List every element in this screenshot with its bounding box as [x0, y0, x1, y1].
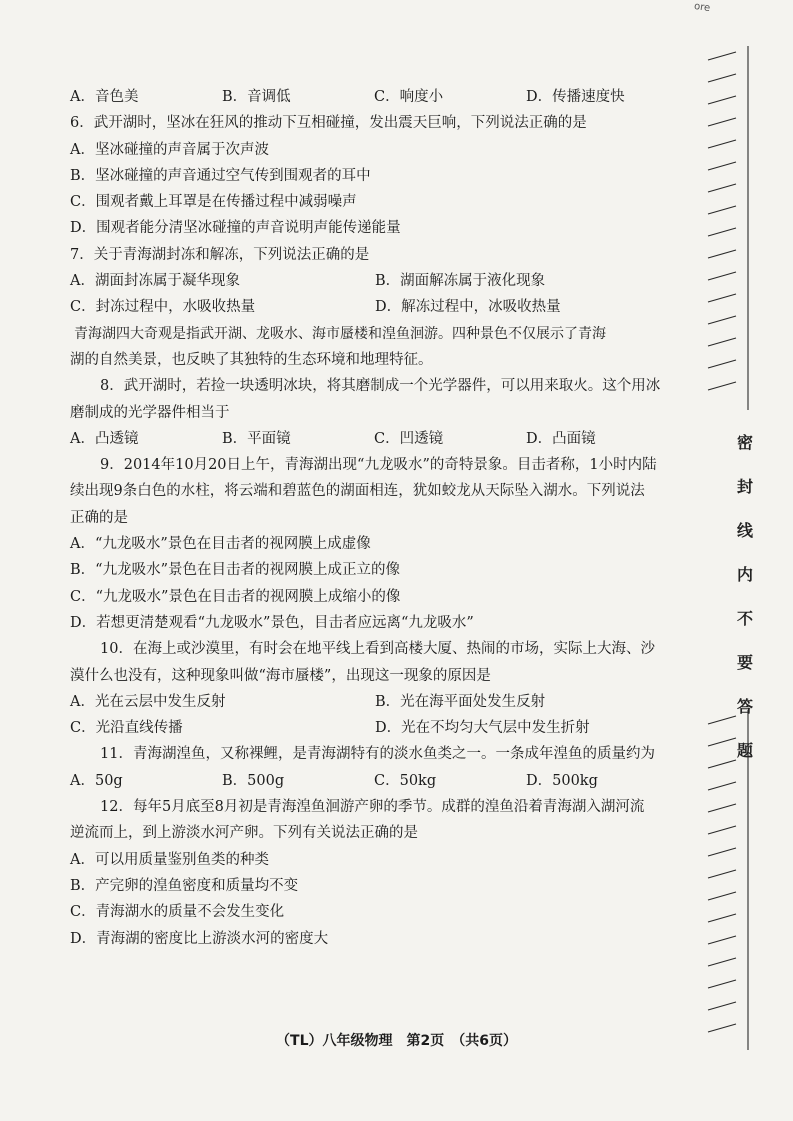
- question-line: C．围观者戴上耳罩是在传播过程中减弱噪声: [70, 194, 357, 211]
- question-line: 8．武开湖时，若捡一块透明冰块，将其磨制成一个光学器件，可以用来取火。这个用冰: [100, 378, 661, 395]
- hatch-mark: [708, 74, 736, 82]
- answer-option: A．湖面封冻属于凝华现象: [70, 273, 240, 290]
- answer-option: D．凸面镜: [526, 430, 596, 447]
- hatch-mark: [708, 228, 736, 236]
- option-row: [70, 715, 680, 741]
- question-line: B．产完卵的湟鱼密度和质量均不变: [70, 877, 299, 894]
- hatch-mark: [708, 738, 736, 746]
- answer-option: B．湖面解冻属于液化现象: [375, 273, 546, 290]
- question-line: 7．关于青海湖封冻和解冻，下列说法正确的是: [70, 246, 370, 263]
- question-line: D．若想更清楚观看“九龙吸水”景色，目击者应远离“九龙吸水”: [70, 614, 474, 631]
- hatch-mark: [708, 294, 736, 302]
- question-line: 漠什么也没有，这种现象叫做“海市蜃楼”，出现这一现象的原因是: [70, 667, 491, 684]
- question-line: 9．2014年10月20日上午，青海湖出现“九龙吸水”的奇特景象。目击者称，1小时内陆: [100, 457, 657, 474]
- answer-option: A．50g: [70, 772, 123, 789]
- hatch-mark: [708, 826, 736, 834]
- answer-option: C．光沿直线传播: [70, 720, 183, 737]
- question-content: [70, 84, 680, 952]
- question-line: A．可以用质量鉴别鱼类的种类: [70, 851, 269, 868]
- seal-char: 线: [736, 521, 753, 540]
- hatch-mark: [708, 1002, 736, 1010]
- question-line: A．坚冰碰撞的声音属于次声波: [70, 141, 269, 158]
- hatch-mark: [708, 848, 736, 856]
- question-line: 10．在海上或沙漠里，有时会在地平线上看到高楼大厦、热闹的市场，实际上大海、沙: [100, 641, 655, 658]
- hatch-mark: [708, 118, 736, 126]
- question-line: C．“九龙吸水”景色在目击者的视网膜上成缩小的像: [70, 588, 401, 605]
- question-line: 6．武开湖时，坚冰在狂风的推动下互相碰撞，发出震天巨响，下列说法正确的是: [70, 115, 587, 132]
- option-row: [70, 689, 680, 715]
- answer-option: D．500kg: [526, 772, 598, 789]
- hatch-mark: [708, 382, 736, 390]
- option-row: [70, 426, 680, 452]
- question-line: D．青海湖的密度比上游淡水河的密度大: [70, 930, 329, 947]
- question-line: 正确的是: [70, 509, 128, 526]
- answer-option: B．500g: [222, 772, 285, 789]
- question-line: D．围观者能分清坚冰碰撞的声音说明声能传递能量: [70, 220, 401, 237]
- hatch-mark: [708, 804, 736, 812]
- hatch-mark: [708, 870, 736, 878]
- answer-option: D．解冻过程中，冰吸收热量: [375, 299, 561, 316]
- hatch-mark: [708, 980, 736, 988]
- answer-option: A．凸透镜: [70, 430, 139, 447]
- answer-option: B．平面镜: [222, 430, 291, 447]
- page-footer: （TL）八年级物理 第2页 （共6页）: [276, 1033, 517, 1049]
- hatch-mark: [708, 250, 736, 258]
- hatch-mark: [708, 360, 736, 368]
- hatch-mark: [708, 316, 736, 324]
- option-row: [70, 268, 680, 294]
- answer-option: B．光在海平面处发生反射: [375, 693, 546, 710]
- answer-option: D．光在不均匀大气层中发生折射: [375, 720, 590, 737]
- option-row: [70, 84, 680, 110]
- answer-option: C．响度小: [374, 89, 444, 105]
- question-line: 11．青海湖湟鱼，又称裸鲤，是青海湖特有的淡水鱼类之一。一条成年湟鱼的质量约为: [100, 746, 655, 763]
- question-line: A．“九龙吸水”景色在目击者的视网膜上成虚像: [70, 536, 371, 553]
- seal-char: 要: [736, 653, 753, 672]
- corner-mark: ore: [693, 0, 711, 15]
- seal-char: 不: [736, 609, 753, 628]
- seal-char: 封: [736, 477, 753, 496]
- question-line: B．坚冰碰撞的声音通过空气传到围观者的耳中: [70, 167, 371, 184]
- hatch-mark: [708, 914, 736, 922]
- question-line: 续出现9条白色的水柱，将云端和碧蓝色的湖面相连，犹如蛟龙从天际坠入湖水。下列说法: [70, 483, 645, 500]
- answer-option: C．凹透镜: [374, 430, 444, 447]
- hatch-mark: [708, 272, 736, 280]
- seal-char: 内: [736, 565, 753, 584]
- hatch-mark: [708, 760, 736, 768]
- answer-option: B．音调低: [222, 89, 291, 105]
- question-line: 磨制成的光学器件相当于: [70, 404, 230, 421]
- hatch-mark: [708, 162, 736, 170]
- question-line: 湖的自然美景，也反映了其独特的生态环境和地理特征。: [70, 351, 433, 368]
- option-row: [70, 294, 680, 320]
- hatch-mark: [708, 52, 736, 60]
- seal-char: 题: [736, 741, 753, 760]
- seal-char: 密: [736, 433, 753, 452]
- hatch-mark: [708, 716, 736, 724]
- hatch-mark: [708, 958, 736, 966]
- answer-option: C．封冻过程中，水吸收热量: [70, 299, 256, 316]
- hatch-mark: [708, 206, 736, 214]
- hatch-mark: [708, 96, 736, 104]
- seal-line-text: [733, 430, 757, 782]
- hatch-mark: [708, 782, 736, 790]
- answer-option: C．50kg: [374, 772, 437, 789]
- question-line: 逆流而上，到上游淡水河产卵。下列有关说法正确的是: [70, 825, 418, 842]
- hatch-mark: [708, 936, 736, 944]
- hatch-mark: [708, 140, 736, 148]
- option-row: [70, 768, 680, 794]
- seal-char: 答: [736, 697, 753, 716]
- hatch-mark: [708, 184, 736, 192]
- answer-option: A．音色美: [70, 89, 139, 105]
- question-line: C．青海湖水的质量不会发生变化: [70, 904, 285, 921]
- answer-option: D．传播速度快: [526, 89, 625, 105]
- hatch-mark: [708, 338, 736, 346]
- question-line: B．“九龙吸水”景色在目击者的视网膜上成正立的像: [70, 562, 400, 579]
- question-line: 12．每年5月底至8月初是青海湟鱼洄游产卵的季节。成群的湟鱼沿着青海湖入湖河流: [100, 799, 645, 816]
- hatch-mark: [708, 892, 736, 900]
- passage-text: 青海湖四大奇观是指武开湖、龙吸水、海市蜃楼和湟鱼洄游。四种景色不仅展示了青海: [74, 325, 606, 342]
- answer-option: A．光在云层中发生反射: [70, 693, 226, 710]
